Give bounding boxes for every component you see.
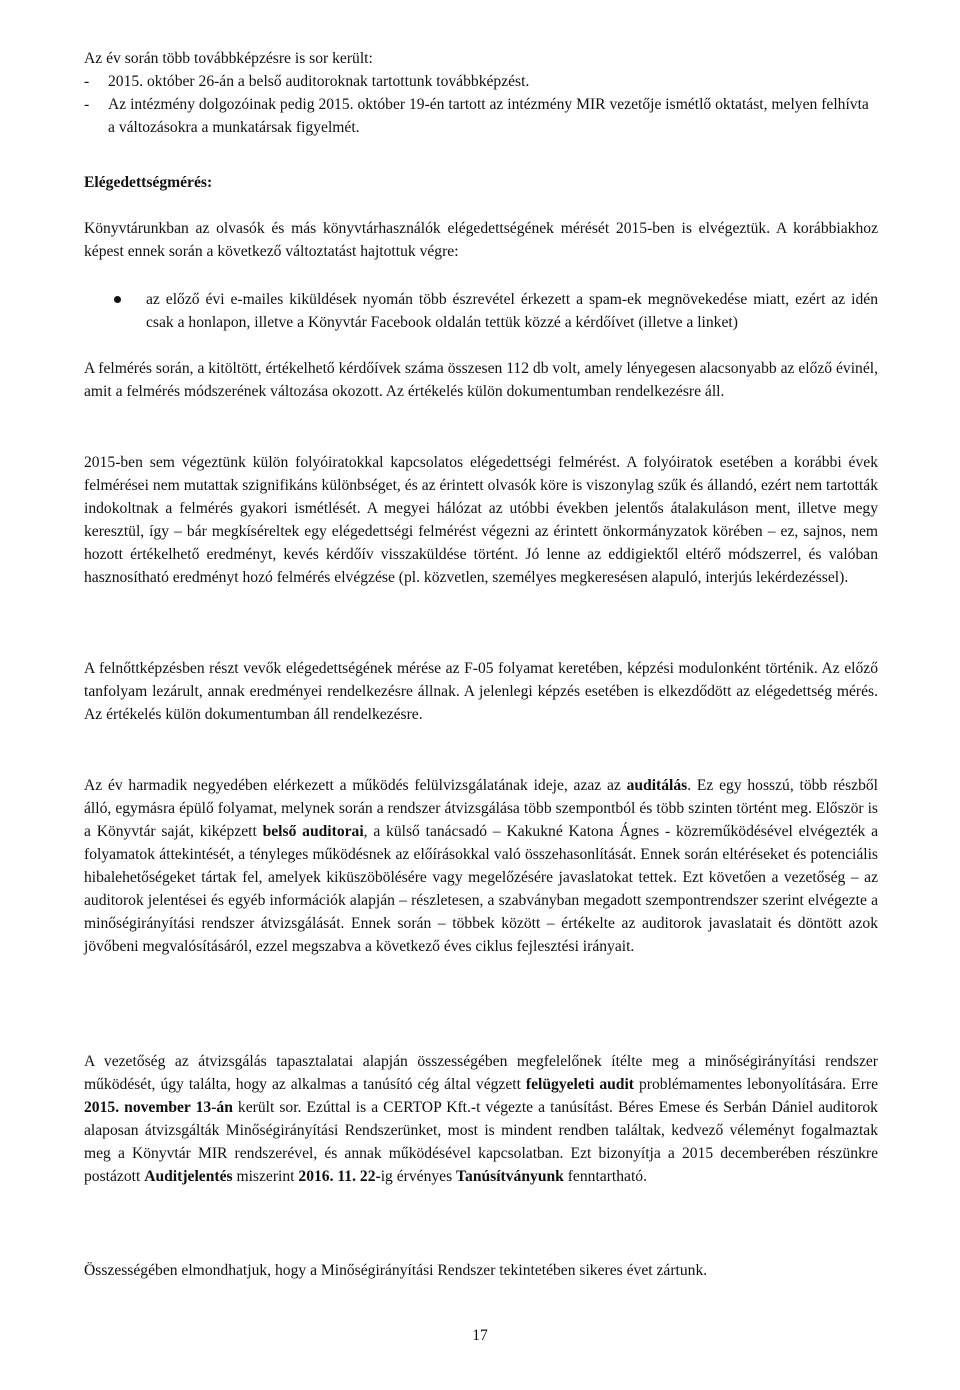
dash-marker: - [84,73,90,90]
bold-audit-date: 2015. november 13-án [84,1099,233,1116]
intro-line: Az év során több továbbképzésre is sor került: [84,50,373,67]
bold-belso-auditorai: belső auditorai [262,823,364,840]
dash-item-text: 2015. október 26-án a belső auditoroknak tartottunk továbbképzést. [108,73,530,90]
paragraph-4: A felnőttképzésben részt vevők elégedettségének mérése az F-05 folyamat keretében, képzési modulonként történik. Az előző tanfolyam lezárult, annak eredményei rendelkezésre állnak. A jelenlegi képzés esetében is elkezdődött az elégedettség mérés. Az értékelés külön dokumentumban áll rendelkezésre. [84,660,878,723]
section-heading: Elégedettségmérés: [84,174,213,191]
dash-marker: - [84,96,90,113]
paragraph-2: A felmérés során, a kitöltött, értékelhető kérdőívek száma összesen 112 db volt, amely lényegesen alacsonyabb az előző évinél, amit a felmérés módszerének változása okozott. Az értékelés külön dokumentumban rendelkezésre áll. [84,360,878,400]
paragraph-3: 2015-ben sem végeztünk külön folyóiratokkal kapcsolatos elégedettségi felmérést. A folyóiratok esetében a korábbi évek felmérései nem mutattak szignifikáns különbséget, és az érintett olvasók köre is viszonylag szűk és állandó, ezért nem tartották indokoltnak a felmérés gyakori ismétlését. A megyei hálózat az utóbbi években jelentős átalakuláson ment, illetve megy keresztül, így – bár megkíséreltek egy elégedettségi felmérést végezni az érintett önkormányzatok körében – ez, sajnos, nem hozott értékelhető eredményt, kevés kérdőív visszaküldése történt. Jó lenne az eddigiektől eltérő módszerrel, és valóban hasznosítható eredményt hozó felmérés elvégzése (pl. közvetlen, személyes megkeresésen alapuló, interjús lekérdezéssel). [84,454,878,586]
dash-item-1 [84,70,878,93]
bold-auditalas: auditálás [626,777,688,794]
bold-felugyeleti-audit: felügyeleti audit [525,1076,634,1093]
bold-validity-date: 2016. 11. 22- [298,1168,381,1185]
paragraph-1: Könyvtárunkban az olvasók és más könyvtárhasználók elégedettségének mérését 2015-ben is elvégeztük. A korábbiakhoz képest ennek során a következő változtatást hajtottuk végre: [84,220,878,260]
bold-auditjelentes: Auditjelentés [144,1168,233,1185]
bullet-item [84,288,878,334]
bold-tanusitvanyunk: Tanúsítványunk [456,1168,564,1185]
bullet-dot-icon [114,296,121,303]
paragraph-7: Összességében elmondhatjuk, hogy a Minőségirányítási Rendszer tekintetében sikeres évet zártunk. [84,1262,708,1279]
paragraph-6: A vezetőség az átvizsgálás tapasztalatai alapján összességében megfelelőnek ítélte meg a minőségirányítási rendszer működését, úgy találta, hogy az alkalmas a tanúsító cég által végzett felügyeleti audit problémamentes lebonyolítására. Erre 2015. november 13-án került sor. Ezúttal is a CERTOP Kft.-t végezte a tanúsítást. Béres Emese és Serbán Dániel auditorok alaposan átvizsgálták Minőségirányítási Rendszerünket, most is mindent rendben találtak, kedvező véleményt fogalmaztak meg a Könyvtár MIR rendszerével, és annak működésével kapcsolatban. Ezt bizonyítja a 2015 decemberében részünkre postázott Auditjelentés miszerint 2016. 11. 22-ig érvényes Tanúsítványunk fenntartható. [84,1053,879,1185]
dash-item-text: Az intézmény dolgozóinak pedig 2015. október 19-én tartott az intézmény MIR vezetője ismétlő oktatást, melyen felhívta a változásokra a munkatársak figyelmét. [108,96,869,136]
page-number: 17 [472,1327,488,1344]
paragraph-5: Az év harmadik negyedében elérkezett a működés felülvizsgálatának ideje, azaz az auditálás. Ez egy hosszú, több részből álló, egymásra épülő folyamat, melynek során a rendszer átvizsgálása több szempontból és több szinten történt meg. Először is a Könyvtár saját, kiképzett belső auditorai, a külső tanácsadó – Kakukné Katona Ágnes - közreműködésével elvégezték a folyamatok áttekintését, a tényleges működésnek az előírásokkal való összehasonlítását. Ennek során eltéréseket és potenciális hibalehetőségeket tártak fel, amelyek kiküszöbölésére vagy megelőzésére javaslatokat tettek. Ezt követően a vezetőség – az auditorok jelentései és egyéb információk alapján – részletesen, a szabványban megadott szempontrendszer szerint elvégezte a minőségirányítási rendszer átvizsgálását. Ennek során – többek között – értékelte az auditorok javaslatait és döntött azok jövőbeni megvalósításáról, ezzel megszabva a következő éves ciklus fejlesztési irányait. [84,777,878,955]
dash-item-2 [84,93,878,139]
bullet-text: az előző évi e-mailes kiküldések nyomán több észrevétel érkezett a spam-ek megnövekedése miatt, ezért az idén csak a honlapon, illetve a Könyvtár Facebook oldalán tettük közzé a kérdőívet (illetve a linket) [146,291,878,331]
